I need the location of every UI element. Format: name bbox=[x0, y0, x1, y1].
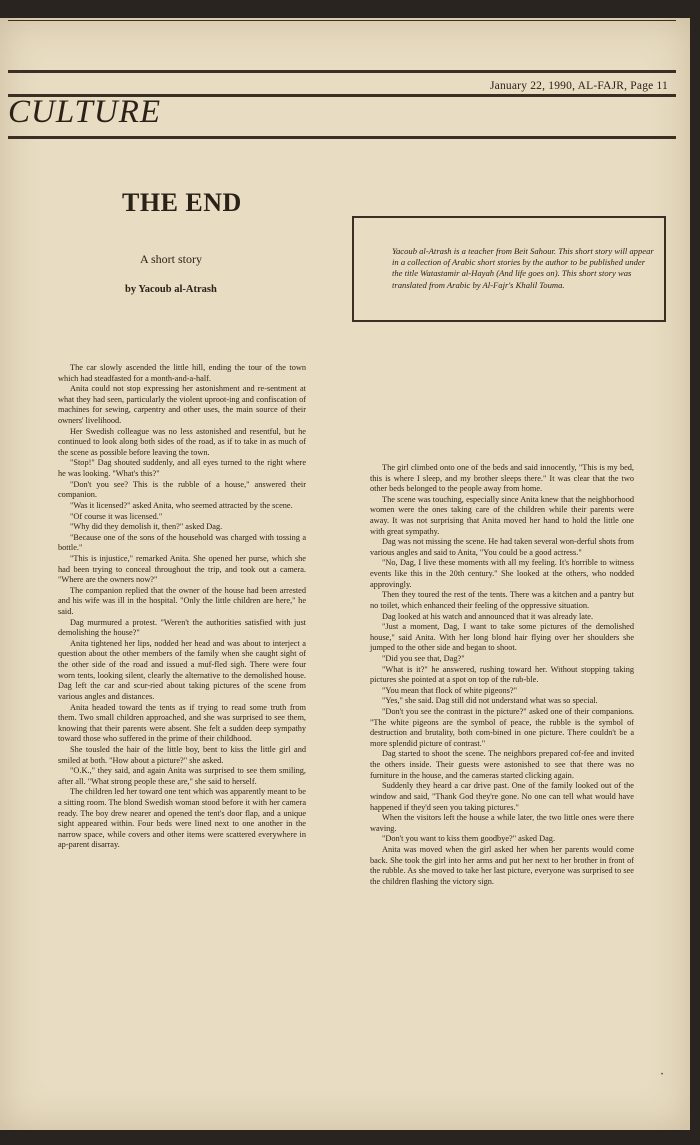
paragraph: "Was it licensed?" asked Anita, who seemed attracted by the scene. bbox=[70, 500, 293, 510]
paragraph: "Why did they demolish it, then?" asked Dag. bbox=[70, 522, 223, 532]
paragraph: "Yes," she said. Dag still did not understand what was so special. bbox=[382, 696, 598, 706]
paragraph: "Don't you see the contrast in the picture?" asked one of their companions. "The white pigeons are the symbol of peace, the rubble is the symbol of destruction and brutality, both com-bined in one picture. There couldn't be a more splendid picture of contrast." bbox=[370, 707, 634, 748]
paragraph: Dag started to shoot the scene. The neighbors prepared cof-fee and invited the others inside. Their guests were astonished to see that there was no furniture in the house, and the cameras started clicking again. bbox=[370, 749, 634, 780]
paragraph: The children led her toward one tent which was apparently meant to be a sitting room. The blond Swedish woman stood before it with her camera ready. The boy drew nearer and opened the tent's door flap, and a unique sight appeared within. Four beds were lined next to one another in the narrow space, while covers and other items were scattered everywhere in ap-parent disarray. bbox=[58, 787, 306, 850]
paragraph: The girl climbed onto one of the beds and said innocently, "This is my bed, this is where I sleep, and my brother sleeps there." It was clear that the two other beds belonged to the people away from home. bbox=[370, 463, 634, 494]
paragraph: "This is injustice," remarked Anita. She opened her purse, which she had been trying to conceal throughout the trip, and took out a camera. "Where are the owners now?" bbox=[58, 553, 306, 585]
paragraph: "Because one of the sons of the household was charged with tossing a bottle." bbox=[58, 532, 306, 553]
dateline: January 22, 1990, AL-FAJR, Page 11 bbox=[489, 80, 668, 92]
paragraph: Then they toured the rest of the tents. There was a kitchen and a pantry but no toilet, which enhanced their feeling of the oppressive situation. bbox=[370, 590, 634, 610]
paragraph: Dag looked at his watch and announced that it was already late. bbox=[382, 611, 594, 621]
paragraph: "Just a moment, Dag, I want to take some pictures of the demolished house," said Anita. With her long blond hair flying over her shoulders she jumped to the other side and began to shoot. bbox=[370, 622, 634, 653]
section-title: CULTURE bbox=[8, 94, 162, 130]
paragraph: When the visitors left the house a while later, the two little ones were there waving. bbox=[370, 813, 634, 833]
article-deck: A short story bbox=[140, 252, 203, 266]
end-mark: ‧ bbox=[660, 1067, 664, 1081]
paragraph: "Don't you want to kiss them goodbye?" asked Dag. bbox=[382, 834, 556, 844]
article-byline: by Yacoub al-Atrash bbox=[125, 284, 217, 295]
paragraph: Dag was not missing the scene. He had taken several won-derful shots from various angles and said to Anita, "You could be a good actress." bbox=[370, 537, 634, 557]
paragraph: "Don't you see? This is the rubble of a house," answered their companion. bbox=[58, 479, 306, 500]
paragraph: "Of course it was licensed." bbox=[70, 511, 163, 521]
paragraph: "Did you see that, Dag?" bbox=[382, 653, 465, 663]
paragraph: Dag murmured a protest. "Weren't the authorities satisfied with just demolishing the house?" bbox=[58, 617, 306, 638]
paragraph: The car slowly ascended the little hill, ending the tour of the town which had steadfasted for a month-and-a-half. bbox=[58, 363, 306, 383]
article-title: THE END bbox=[122, 188, 242, 217]
paragraph: The scene was touching, especially since Anita knew that the neighborhood women were the ones taking care of the children while their parents were away. It was not surprising that Anita moved her hand to hold the little one with great sympathy. bbox=[370, 494, 634, 536]
paragraph: "Stop!" Dag shouted suddenly, and all eyes turned to the right where he was looking. "What's this?" bbox=[58, 458, 306, 479]
paragraph: "O.K.," they said, and again Anita was surprised to see them smiling, after all. "What strong people these are," she said to herself. bbox=[58, 766, 306, 786]
paragraph: Suddenly they heard a car drive past. One of the family looked out of the window and said, "Thank God they're gone. No one can tell what would have happened if they'd seen you taking pictures." bbox=[370, 781, 634, 812]
top-edge-rule bbox=[8, 20, 676, 21]
paragraph: "You mean that flock of white pigeons?" bbox=[382, 685, 517, 695]
paragraph: Anita headed toward the tents as if trying to read some truth from them. Two small children approached, and she was surprised to see them, knowing that their parents were absent. She felt a sudden deep sympathy toward those who suffered in the prime of their childhood. bbox=[58, 702, 306, 744]
header-rule-top bbox=[8, 70, 676, 73]
paragraph: Anita was moved when the girl asked her when her parents would come back. She took the girl into her arms and put her next to her brother in front of the rubble. As she moved to take her last picture, everyone was surprised to see the children flashing the victory sign. bbox=[370, 844, 634, 886]
paragraph: She tousled the hair of the little boy, bent to kiss the little girl and smiled at both. "How about a picture?" she asked. bbox=[58, 744, 306, 765]
newspaper-page bbox=[0, 18, 690, 1130]
paragraph: Her Swedish colleague was no less astonished and resentful, but he continued to look along both sides of the road, as if to take in as much of the scene as possible before leaving the town. bbox=[58, 426, 306, 457]
paragraph: "No, Dag, I live these moments with all my feeling. It's horrible to witness events like this in the 20th century." She looked at the others, who nodded approvingly. bbox=[370, 558, 634, 589]
paragraph: Anita tightened her lips, nodded her head and was about to interject a question about the other members of the family when she caught sight of the other side of the road and issued a muf-fled sigh. There were four worn tents, looking silent, clearly the alternative to the demolished house. Dag left the car and scur-ried about taking pictures of the scene from various angles and distances. bbox=[58, 638, 306, 701]
right-column bbox=[370, 463, 634, 887]
header-rule-bottom bbox=[8, 136, 676, 139]
author-bio-text: Yacoub al-Atrash is a teacher from Beit Sahour. This short story will appear in a collection of Arabic short stories by the author to be published under the title Watastamir al-Hayah (And life goes on). This short story was translated from Arabic by Al-Fajr's Khalil Touma. bbox=[392, 246, 654, 290]
paragraph: "What is it?" he answered, rushing toward her. Without stopping taking pictures she pointed at a spot on top of the rub-ble. bbox=[370, 664, 634, 685]
paragraph: Anita could not stop expressing her astonishment and re-sentment at what they had seen, particularly the violent uproot-ing and confiscation of machines for sewing, carpentry and other uses, the main source of their owners' livelihood. bbox=[58, 384, 306, 426]
paragraph: The companion replied that the owner of the house had been arrested and his wife was ill in the hospital. "Only the little children are here," he said. bbox=[58, 585, 306, 617]
author-bio-box bbox=[352, 216, 666, 322]
left-column bbox=[58, 363, 306, 851]
